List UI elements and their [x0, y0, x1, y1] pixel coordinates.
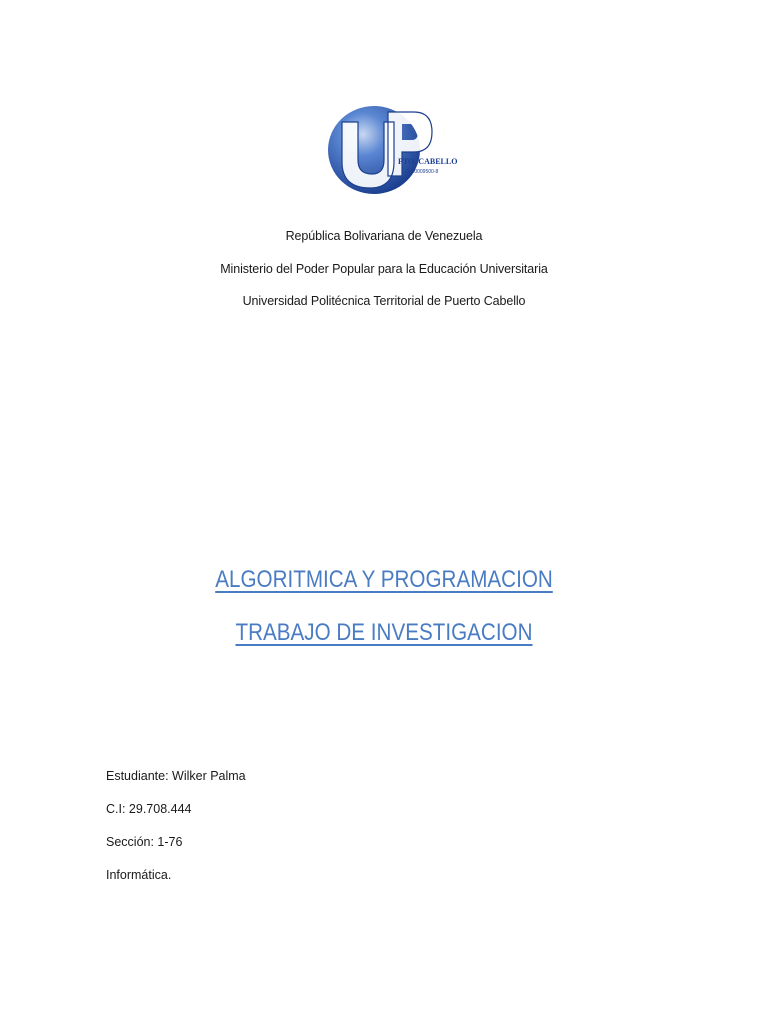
- student-career: Informática.: [106, 868, 172, 882]
- header-ministry: Ministerio del Poder Popular para la Educación Universitaria: [220, 262, 548, 276]
- logo-text-code: G-20009500-8: [406, 169, 439, 175]
- header-university: Universidad Politécnica Territorial de Puerto Cabello: [242, 294, 526, 308]
- student-id: C.I: 29.708.444: [106, 802, 192, 816]
- logo-text-main: PTO. CABELLO: [398, 157, 458, 166]
- student-name: Estudiante: Wilker Palma: [106, 769, 246, 783]
- document-title: ALGORITMICA Y PROGRAMACION: [215, 566, 553, 593]
- student-section: Sección: 1-76: [106, 835, 183, 849]
- document-subtitle: TRABAJO DE INVESTIGACION: [235, 619, 533, 646]
- logo-graphic: [322, 96, 458, 208]
- header-republic: República Bolivariana de Venezuela: [285, 229, 483, 243]
- university-logo-icon: [322, 96, 458, 208]
